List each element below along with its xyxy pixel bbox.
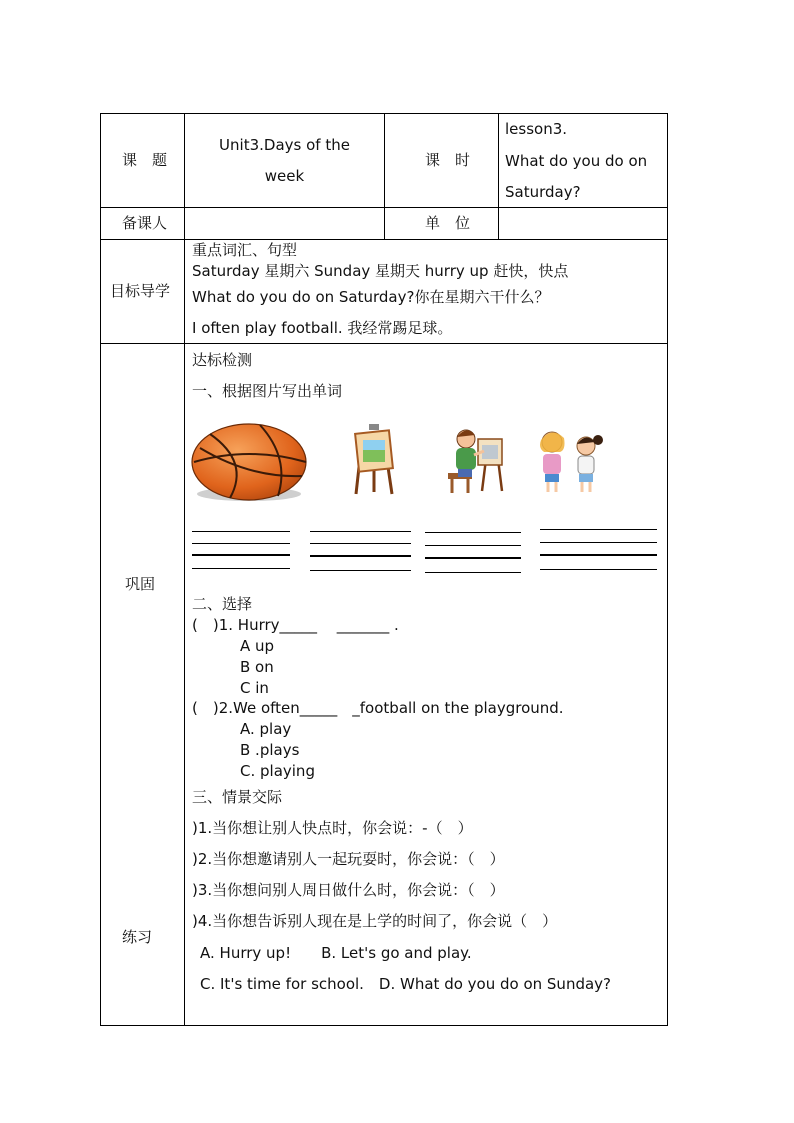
boy-painting-picture xyxy=(444,425,506,495)
situation-item-4: )4.当你想告诉别人现在是上学的时间了，你会说（ ） xyxy=(192,912,558,930)
q1-option-b: B on xyxy=(240,658,274,676)
topic-value-line1: Unit3.Days of the xyxy=(219,136,350,154)
basketball-picture xyxy=(190,418,310,508)
writing-line xyxy=(310,543,411,544)
answer-choices-row2: C. It's time for school. D. What do you do on Sunday? xyxy=(200,975,611,993)
goals-heading: 重点词汇、句型 xyxy=(192,241,298,259)
lesson-line3: Saturday? xyxy=(505,183,581,201)
question-2: ( )2.We often_____ _football on the playground. xyxy=(192,699,564,717)
writing-line xyxy=(425,545,521,546)
section3-heading: 三、情景交际 xyxy=(192,788,283,806)
q1-option-a: A up xyxy=(240,637,275,655)
writing-line xyxy=(310,555,411,557)
situation-item-1: )1.当你想让别人快点时，你会说：-（ ） xyxy=(192,819,473,837)
check-title: 达标检测 xyxy=(192,351,253,369)
section1-heading: 一、根据图片写出单词 xyxy=(192,382,343,400)
column-divider xyxy=(384,113,385,239)
consolidate-label: 巩固 xyxy=(125,575,156,593)
writing-line xyxy=(425,572,521,573)
lesson-line1: lesson3. xyxy=(505,120,568,138)
writing-line xyxy=(425,557,521,559)
answer-choices-row1: A. Hurry up! B. Let's go and play. xyxy=(200,944,472,962)
q1-option-c: C in xyxy=(240,679,269,697)
writing-line xyxy=(540,554,657,556)
goals-line3: I often play football. 我经常踢足球。 xyxy=(192,319,453,337)
q2-option-a: A. play xyxy=(240,720,292,738)
row-divider xyxy=(100,239,668,240)
q2-option-c: C. playing xyxy=(240,762,315,780)
writing-line xyxy=(192,543,290,544)
writing-line xyxy=(540,569,657,570)
writing-line xyxy=(425,532,521,533)
column-divider xyxy=(184,113,185,1026)
lesson-line2: What do you do on xyxy=(505,152,648,170)
row-divider xyxy=(100,207,668,208)
q2-option-b: B .plays xyxy=(240,741,300,759)
writing-line xyxy=(540,542,657,543)
section2-heading: 二、选择 xyxy=(192,595,253,613)
easel-painting-picture xyxy=(352,420,397,495)
unit-label: 单 位 xyxy=(425,214,471,232)
writing-line xyxy=(310,531,411,532)
writing-line xyxy=(192,531,290,532)
goals-line2: What do you do on Saturday?你在星期六干什么？ xyxy=(192,288,550,306)
period-label: 课 时 xyxy=(425,151,471,169)
writing-line xyxy=(310,570,411,571)
writing-line xyxy=(540,529,657,530)
goals-line1: Saturday 星期六 Sunday 星期天 hurry up 赶快，快点 xyxy=(192,262,569,280)
girls-talking-picture xyxy=(534,428,609,496)
writing-line xyxy=(192,554,290,556)
situation-item-3: )3.当你想问别人周日做什么时，你会说：（ ） xyxy=(192,881,505,899)
practice-label: 练习 xyxy=(122,928,153,946)
question-1: ( )1. Hurry_____ _______ . xyxy=(192,616,399,634)
preparer-label: 备课人 xyxy=(122,214,168,232)
column-divider xyxy=(498,113,499,239)
row-divider xyxy=(100,343,668,344)
topic-value-line2: week xyxy=(264,167,305,185)
topic-label: 课 题 xyxy=(122,151,168,169)
situation-item-2: )2.当你想邀请别人一起玩耍时，你会说：（ ） xyxy=(192,850,505,868)
writing-line xyxy=(192,568,290,569)
goals-label: 目标导学 xyxy=(110,282,171,300)
